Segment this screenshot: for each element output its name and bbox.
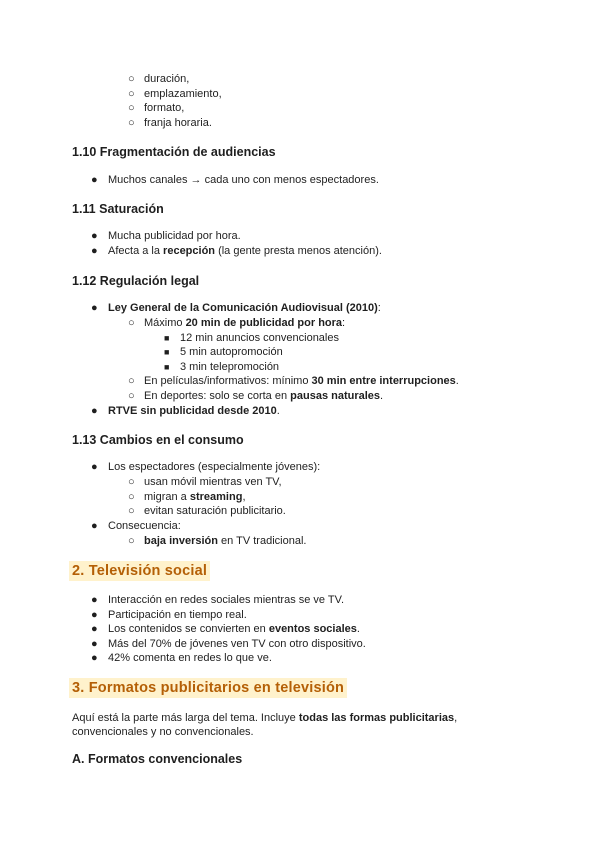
list-item: emplazamiento, bbox=[144, 88, 222, 100]
list-item: Muchos canales → cada uno con menos espectadores. bbox=[108, 174, 379, 186]
heading-regulacion: 1.12 Regulación legal bbox=[72, 274, 200, 288]
disc-bullet-icon: ● bbox=[91, 520, 98, 532]
list-item: En películas/informativos: mínimo 30 min entre interrupciones. bbox=[144, 375, 459, 387]
square-bullet-icon: ■ bbox=[164, 347, 170, 357]
disc-bullet-icon: ● bbox=[91, 609, 98, 621]
circle-bullet-icon: ○ bbox=[128, 476, 135, 488]
heading-formatos-publicitarios: 3. Formatos publicitarios en televisión bbox=[69, 678, 347, 698]
list-item: 12 min anuncios convencionales bbox=[180, 332, 339, 344]
list-item: Más del 70% de jóvenes ven TV con otro dispositivo. bbox=[108, 638, 366, 650]
list-item: Los contenidos se convierten en eventos sociales. bbox=[108, 623, 360, 635]
heading-fragmentacion: 1.10 Fragmentación de audiencias bbox=[72, 145, 276, 159]
list-item: franja horaria. bbox=[144, 117, 212, 129]
list-item: Participación en tiempo real. bbox=[108, 609, 247, 621]
list-item: migran a streaming, bbox=[144, 491, 246, 503]
heading-television-social: 2. Televisión social bbox=[69, 561, 210, 581]
circle-bullet-icon: ○ bbox=[128, 73, 135, 85]
list-item: formato, bbox=[144, 102, 185, 114]
list-item: 42% comenta en redes lo que ve. bbox=[108, 652, 272, 664]
heading-formatos-convencionales: A. Formatos convencionales bbox=[72, 752, 243, 766]
list-item: Afecta a la recepción (la gente presta menos atención). bbox=[108, 245, 382, 257]
circle-bullet-icon: ○ bbox=[128, 390, 135, 402]
disc-bullet-icon: ● bbox=[91, 174, 98, 186]
list-item: 3 min telepromoción bbox=[180, 361, 280, 373]
list-item: RTVE sin publicidad desde 2010. bbox=[108, 405, 280, 417]
circle-bullet-icon: ○ bbox=[128, 117, 135, 129]
list-item: duración, bbox=[144, 73, 190, 85]
disc-bullet-icon: ● bbox=[91, 230, 98, 242]
circle-bullet-icon: ○ bbox=[128, 505, 135, 517]
list-item: Los espectadores (especialmente jóvenes): bbox=[108, 461, 321, 473]
circle-bullet-icon: ○ bbox=[128, 535, 135, 547]
list-item: Máximo 20 min de publicidad por hora: bbox=[144, 317, 346, 329]
paragraph-line: Aquí está la parte más larga del tema. Incluye todas las formas publicitarias, bbox=[72, 712, 458, 724]
list-item: evitan saturación publicitario. bbox=[144, 505, 286, 517]
circle-bullet-icon: ○ bbox=[128, 88, 135, 100]
circle-bullet-icon: ○ bbox=[128, 491, 135, 503]
disc-bullet-icon: ● bbox=[91, 461, 98, 473]
disc-bullet-icon: ● bbox=[91, 245, 98, 257]
disc-bullet-icon: ● bbox=[91, 652, 98, 664]
square-bullet-icon: ■ bbox=[164, 362, 170, 372]
list-item: usan móvil mientras ven TV, bbox=[144, 476, 282, 488]
circle-bullet-icon: ○ bbox=[128, 317, 135, 329]
disc-bullet-icon: ● bbox=[91, 594, 98, 606]
list-item: En deportes: solo se corta en pausas naturales. bbox=[144, 390, 384, 402]
list-item: Consecuencia: bbox=[108, 520, 181, 532]
heading-cambios-consumo: 1.13 Cambios en el consumo bbox=[72, 433, 244, 447]
list-item: Interacción en redes sociales mientras se ve TV. bbox=[108, 594, 345, 606]
list-item: Ley General de la Comunicación Audiovisual (2010): bbox=[108, 302, 381, 314]
list-item: baja inversión en TV tradicional. bbox=[144, 535, 307, 547]
paragraph-line: convencionales y no convencionales. bbox=[72, 726, 254, 738]
disc-bullet-icon: ● bbox=[91, 302, 98, 314]
list-item: Mucha publicidad por hora. bbox=[108, 230, 241, 242]
heading-saturacion: 1.11 Saturación bbox=[72, 202, 164, 216]
disc-bullet-icon: ● bbox=[91, 405, 98, 417]
circle-bullet-icon: ○ bbox=[128, 375, 135, 387]
circle-bullet-icon: ○ bbox=[128, 102, 135, 114]
disc-bullet-icon: ● bbox=[91, 623, 98, 635]
square-bullet-icon: ■ bbox=[164, 333, 170, 343]
disc-bullet-icon: ● bbox=[91, 638, 98, 650]
list-item: 5 min autopromoción bbox=[180, 346, 283, 358]
